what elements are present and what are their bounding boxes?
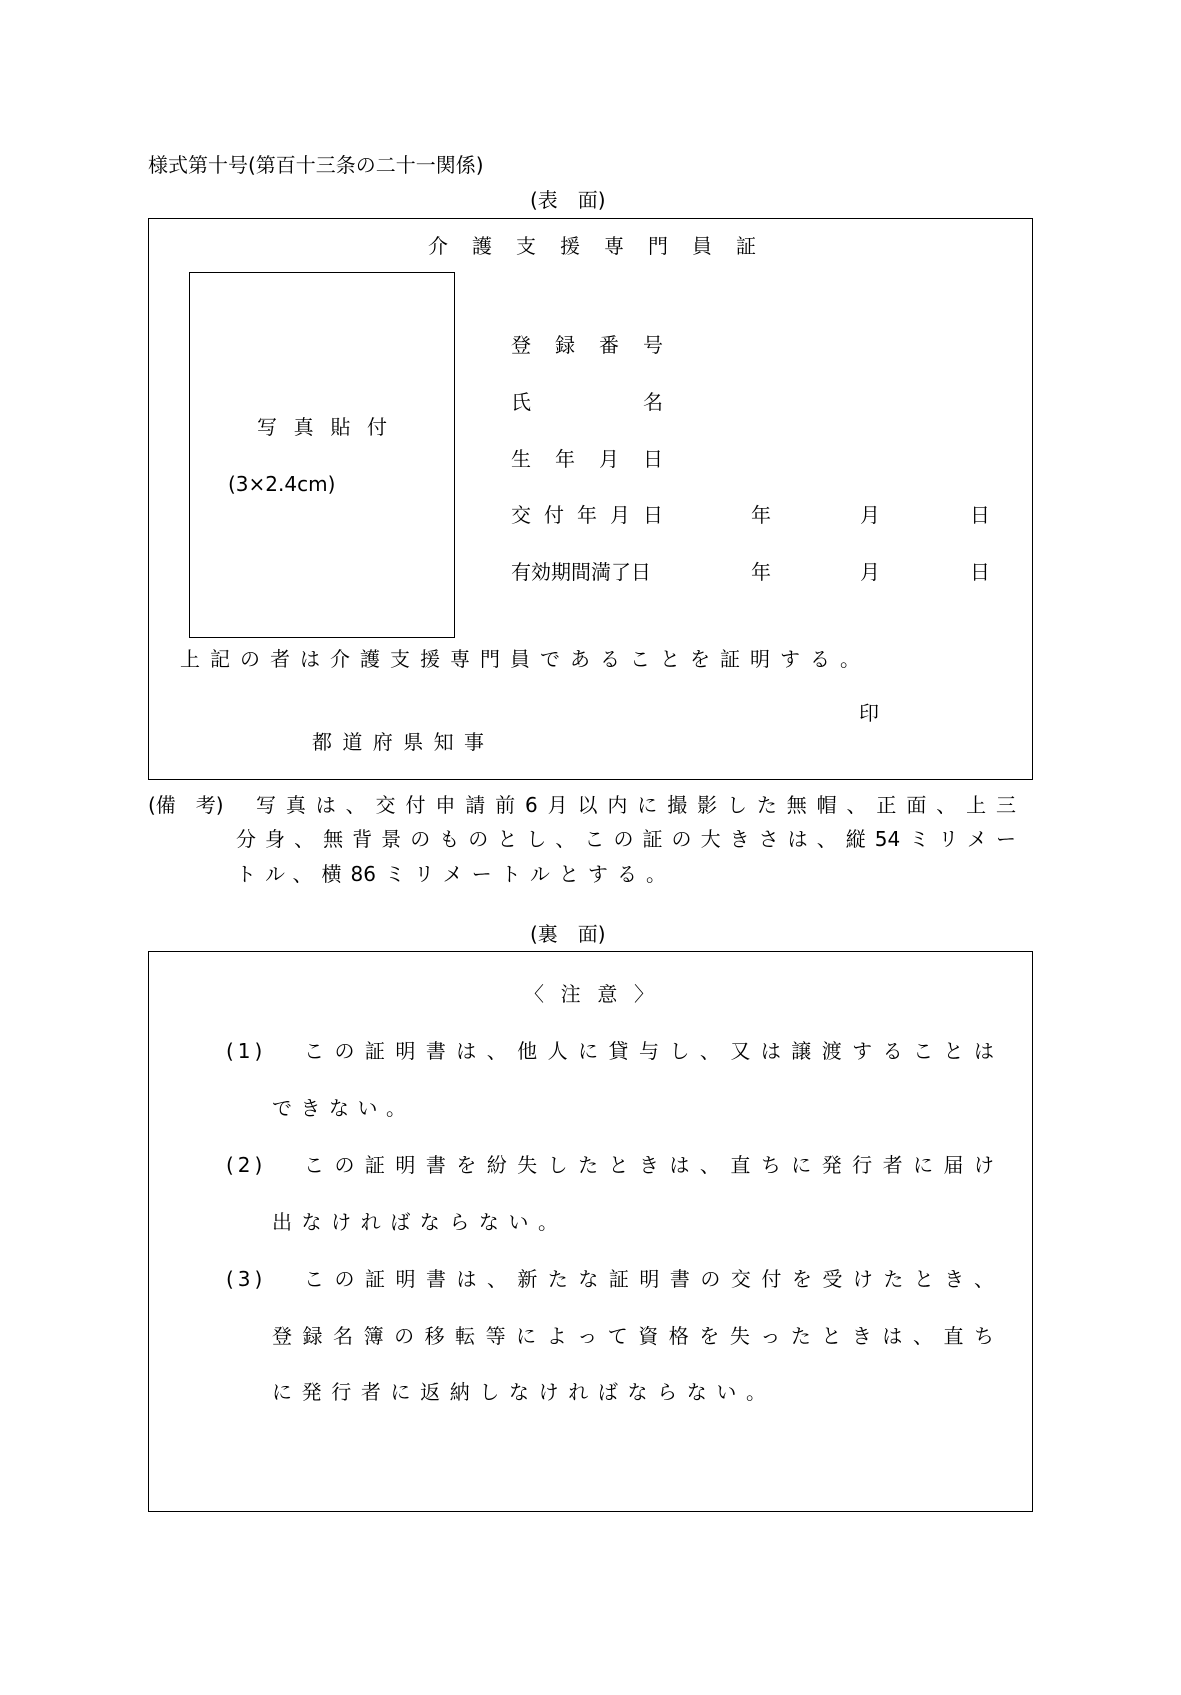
front-side-label: (表 面) bbox=[530, 188, 606, 212]
form-title: 様式第十号(第百十三条の二十一関係) bbox=[148, 153, 484, 177]
item-line: 登録名簿の移転等によって資格を失ったときは、直ち bbox=[272, 1324, 994, 1348]
field-issue-date: 交付年月日 bbox=[511, 503, 663, 527]
back-side-label: (裏 面) bbox=[530, 922, 606, 946]
item-number: (1) bbox=[226, 1039, 267, 1063]
photo-label: 写真貼付 bbox=[257, 415, 387, 439]
issuer: 都道府県知事 bbox=[312, 730, 484, 754]
issue-year: 年 bbox=[751, 503, 771, 527]
notice-heading: 〈注意〉 bbox=[524, 982, 654, 1006]
item-line: この証明書は、他人に貸与し、又は譲渡することは bbox=[304, 1039, 994, 1063]
expiry-day: 日 bbox=[970, 560, 990, 584]
field-registration-number: 登録番号 bbox=[511, 333, 663, 357]
item-number: (3) bbox=[226, 1267, 267, 1291]
photo-box bbox=[189, 272, 455, 638]
remarks-line: トル、横86ミリメートルとする。 bbox=[236, 862, 666, 886]
item-line: この証明書は、新たな証明書の交付を受けたとき、 bbox=[304, 1267, 994, 1291]
item-line: に発行者に返納しなければならない。 bbox=[272, 1380, 766, 1404]
photo-size: (3×2.4cm) bbox=[228, 472, 336, 496]
expiry-year: 年 bbox=[751, 560, 771, 584]
remarks-label: (備 考) bbox=[148, 793, 224, 817]
field-expiry-date: 有効期間満了日 bbox=[511, 560, 651, 584]
remarks-line: 写真は、交付申請前6月以内に撮影した無帽、正面、上三 bbox=[256, 793, 1016, 817]
issue-month: 月 bbox=[860, 503, 880, 527]
item-line: できない。 bbox=[272, 1096, 406, 1120]
field-name: 氏名 bbox=[511, 390, 663, 414]
item-line: 出なければならない。 bbox=[272, 1210, 558, 1234]
remarks-line: 分身、無背景のものとし、この証の大きさは、縦54ミリメー bbox=[236, 827, 1016, 851]
card-title: 介護支援専門員証 bbox=[428, 234, 756, 258]
item-line: この証明書を紛失したときは、直ちに発行者に届け bbox=[304, 1153, 994, 1177]
seal-mark: 印 bbox=[859, 701, 879, 725]
certification-text: 上記の者は介護支援専門員であることを証明する。 bbox=[180, 647, 860, 671]
issue-day: 日 bbox=[970, 503, 990, 527]
item-number: (2) bbox=[226, 1153, 267, 1177]
expiry-month: 月 bbox=[860, 560, 880, 584]
field-birthdate: 生年月日 bbox=[511, 447, 663, 471]
